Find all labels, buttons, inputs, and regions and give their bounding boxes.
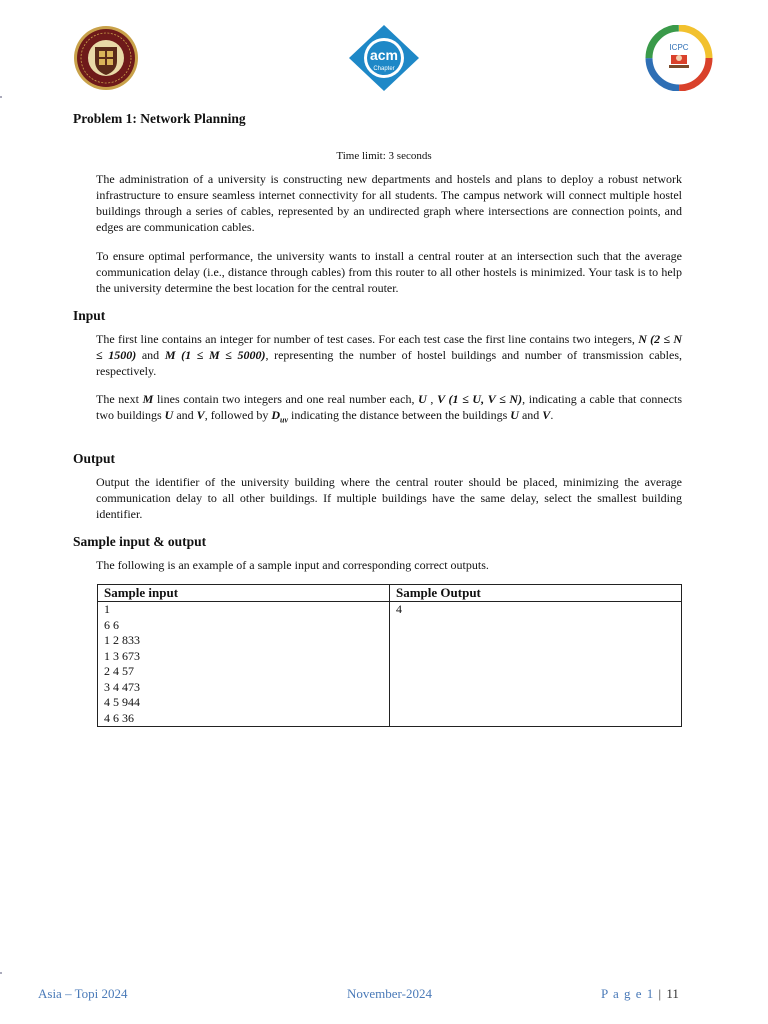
sample-input-line: 2 4 57: [104, 664, 134, 678]
n-constraint: N (2 ≤ N ≤ 1500): [96, 332, 682, 362]
problem-title: Problem 1: Network Planning: [73, 111, 246, 126]
sample-input-header: Sample input: [98, 585, 390, 602]
acm-chapter-logo: [349, 25, 419, 91]
acm-sub-text: Chapter: [373, 66, 395, 72]
sample-output-cell: [390, 602, 682, 727]
sample-input-cell: [98, 602, 390, 727]
sample-input-line: 1 2 833: [104, 633, 140, 647]
sample-input-line: 4 6 36: [104, 710, 134, 725]
sample-intro: The following is an example of a sample input and corresponding correct outputs.: [96, 558, 489, 572]
sample-input-line: 4 5 944: [104, 695, 140, 709]
input-paragraph-1: The first line contains an integer for number of test cases. For each test case the first line contains two integers, N (2 ≤ N ≤ 1500) and M (1 ≤ M ≤ 5000), representing the number of hostel buildings and number of transmission cables, respectively.: [96, 332, 682, 378]
output-heading: Output: [73, 451, 116, 466]
intro-paragraph-1: The administration of a university is constructing new departments and hostels and plans to deploy a robust network infrastructure to ensure seamless internet connectivity for all students. The campus network will connect multiple hostel buildings through a series of cables, represented by an undirected graph where intersections are connection points, and edges are communication cables.: [96, 172, 682, 234]
sample-heading: Sample input & output: [73, 534, 207, 549]
sample-table: [97, 584, 682, 727]
margin-mark: [0, 96, 2, 98]
sample-input-line: 3 4 473: [104, 679, 140, 694]
time-limit: Time limit: 3 seconds: [336, 150, 432, 162]
sample-input-line: 6 6: [104, 617, 119, 632]
footer-date: November-2024: [347, 986, 432, 1001]
footer-page-number: P a g e 1 | 11: [601, 986, 679, 1001]
sample-output-line: 4: [396, 602, 402, 616]
icpc-text: ICPC: [669, 43, 689, 52]
margin-mark: [0, 972, 2, 974]
university-seal-logo: [73, 25, 139, 91]
footer-contest: Asia – Topi 2024: [38, 986, 128, 1001]
icpc-logo: [645, 25, 713, 91]
output-paragraph: Output the identifier of the university building where the central router should be placed, minimizing the average communication delay to all other buildings. If multiple buildings have the same delay, select the smallest building identifier.: [96, 475, 682, 521]
intro-paragraph-2: To ensure optimal performance, the university wants to install a central router at an intersection such that the average communication delay (i.e., distance through cables) from this router to all other hostels is minimized. Your task is to help the university determine the best location for the central router.: [96, 249, 682, 295]
sample-input-line: 1: [104, 602, 110, 616]
acm-text: acm: [369, 47, 399, 63]
input-heading: Input: [73, 308, 106, 323]
sample-input-line: 1 3 673: [104, 648, 140, 663]
sample-output-header: Sample Output: [390, 585, 682, 602]
input-paragraph-2: The next M lines contain two integers and one real number each, U , V (1 ≤ U, V ≤ N), indicating a cable that connects two buildings U and V, followed by $D_{uv}$ indicating the distance between the buildings U and V.: [96, 392, 682, 425]
m-constraint: M (1 ≤ M ≤ 5000): [164, 348, 266, 362]
